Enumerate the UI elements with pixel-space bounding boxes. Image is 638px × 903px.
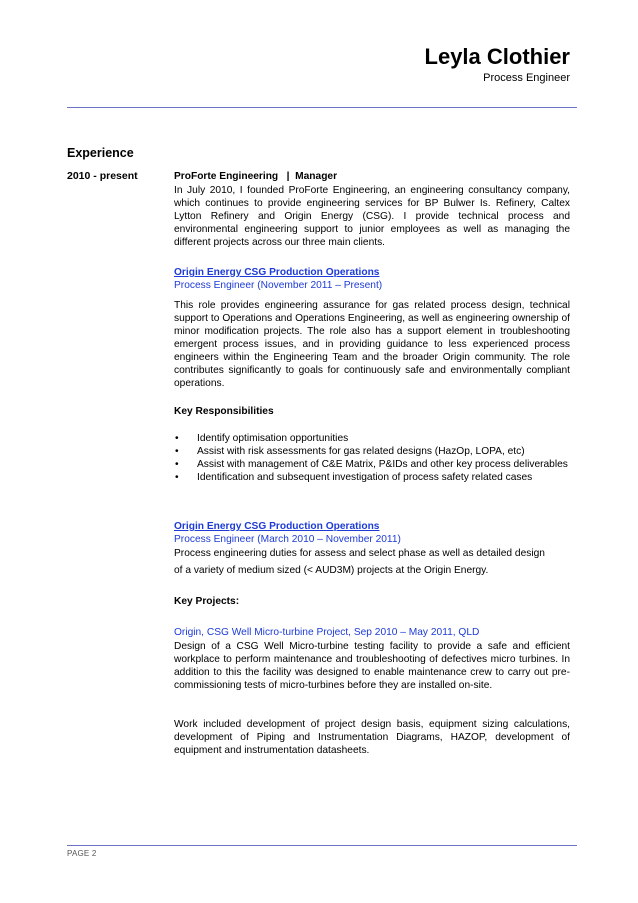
resume-job-title: Process Engineer <box>483 72 570 84</box>
role2-heading-link[interactable]: Origin Energy CSG Production Operations <box>174 521 380 532</box>
experience-dates: 2010 - present <box>67 170 138 182</box>
list-item: • Identification and subsequent investigation of process safety related cases <box>174 471 570 484</box>
list-item: • Assist with risk assessments for gas related designs (HazOp, LOPA, etc) <box>174 445 570 458</box>
resume-name: Leyla Clothier <box>424 44 570 69</box>
list-item: • Assist with management of C&E Matrix, P&IDs and other key process deliverables <box>174 458 570 471</box>
role1-description: This role provides engineering assurance for gas related process design, technical support to Operations and Operations Engineering, as well as engineering ownership of minor modification projects. The role also has a support element in troubleshooting emergent process issues, and in providing guidance to less experienced process engineers within the Engineering Team and the broader Origin community. The role contributes significantly to goals for continuously safe and environmentally compliant operations. <box>174 300 570 389</box>
project-title: Origin, CSG Well Micro-turbine Project, Sep 2010 – May 2011, QLD <box>174 627 480 638</box>
role2-subheading: Process Engineer (March 2010 – November 2011) <box>174 534 401 545</box>
header-divider <box>67 107 577 108</box>
role1-subheading: Process Engineer (November 2011 – Present) <box>174 280 383 291</box>
role2-description-line2: of a variety of medium sized (< AUD3M) projects at the Origin Energy. <box>174 565 489 576</box>
page-number: PAGE 2 <box>67 849 97 858</box>
company-intro-paragraph: In July 2010, I founded ProForte Engineering, an engineering consultancy company, which continues to provide engineering services for BP Bulwer Is. Refinery, Caltex Lytton Refinery and Origin Energy (CSG). I provide technical process and environmental engineering support to junior employees as well as managing the different projects across our three main clients. <box>174 185 570 248</box>
project-description: Design of a CSG Well Micro-turbine testing facility to provide a safe and efficient workplace to perform maintenance and troubleshooting of defectives micro turbines. In addition to this the facility was designed to enable maintenance crew to carry out pre-commissioning tests of micro-turbines before they are installed on-site. <box>174 641 570 691</box>
key-projects-heading: Key Projects: <box>174 596 240 607</box>
list-item: • Identify optimisation opportunities <box>174 432 570 445</box>
company-role-line: ProForte Engineering | Manager <box>174 171 338 182</box>
project-work-details: Work included development of project design basis, equipment sizing calculations, development of Piping and Instrumentation Diagrams, HAZOP, development of equipment and instrumentation datasheets. <box>174 719 570 756</box>
key-responsibilities-heading: Key Responsibilities <box>174 406 274 417</box>
responsibilities-list <box>174 432 570 484</box>
role1-heading-link[interactable]: Origin Energy CSG Production Operations <box>174 267 380 278</box>
section-heading-experience: Experience <box>67 146 134 160</box>
footer-divider <box>67 845 577 846</box>
role2-description-line1: Process engineering duties for assess and select phase as well as detailed design <box>174 548 545 559</box>
